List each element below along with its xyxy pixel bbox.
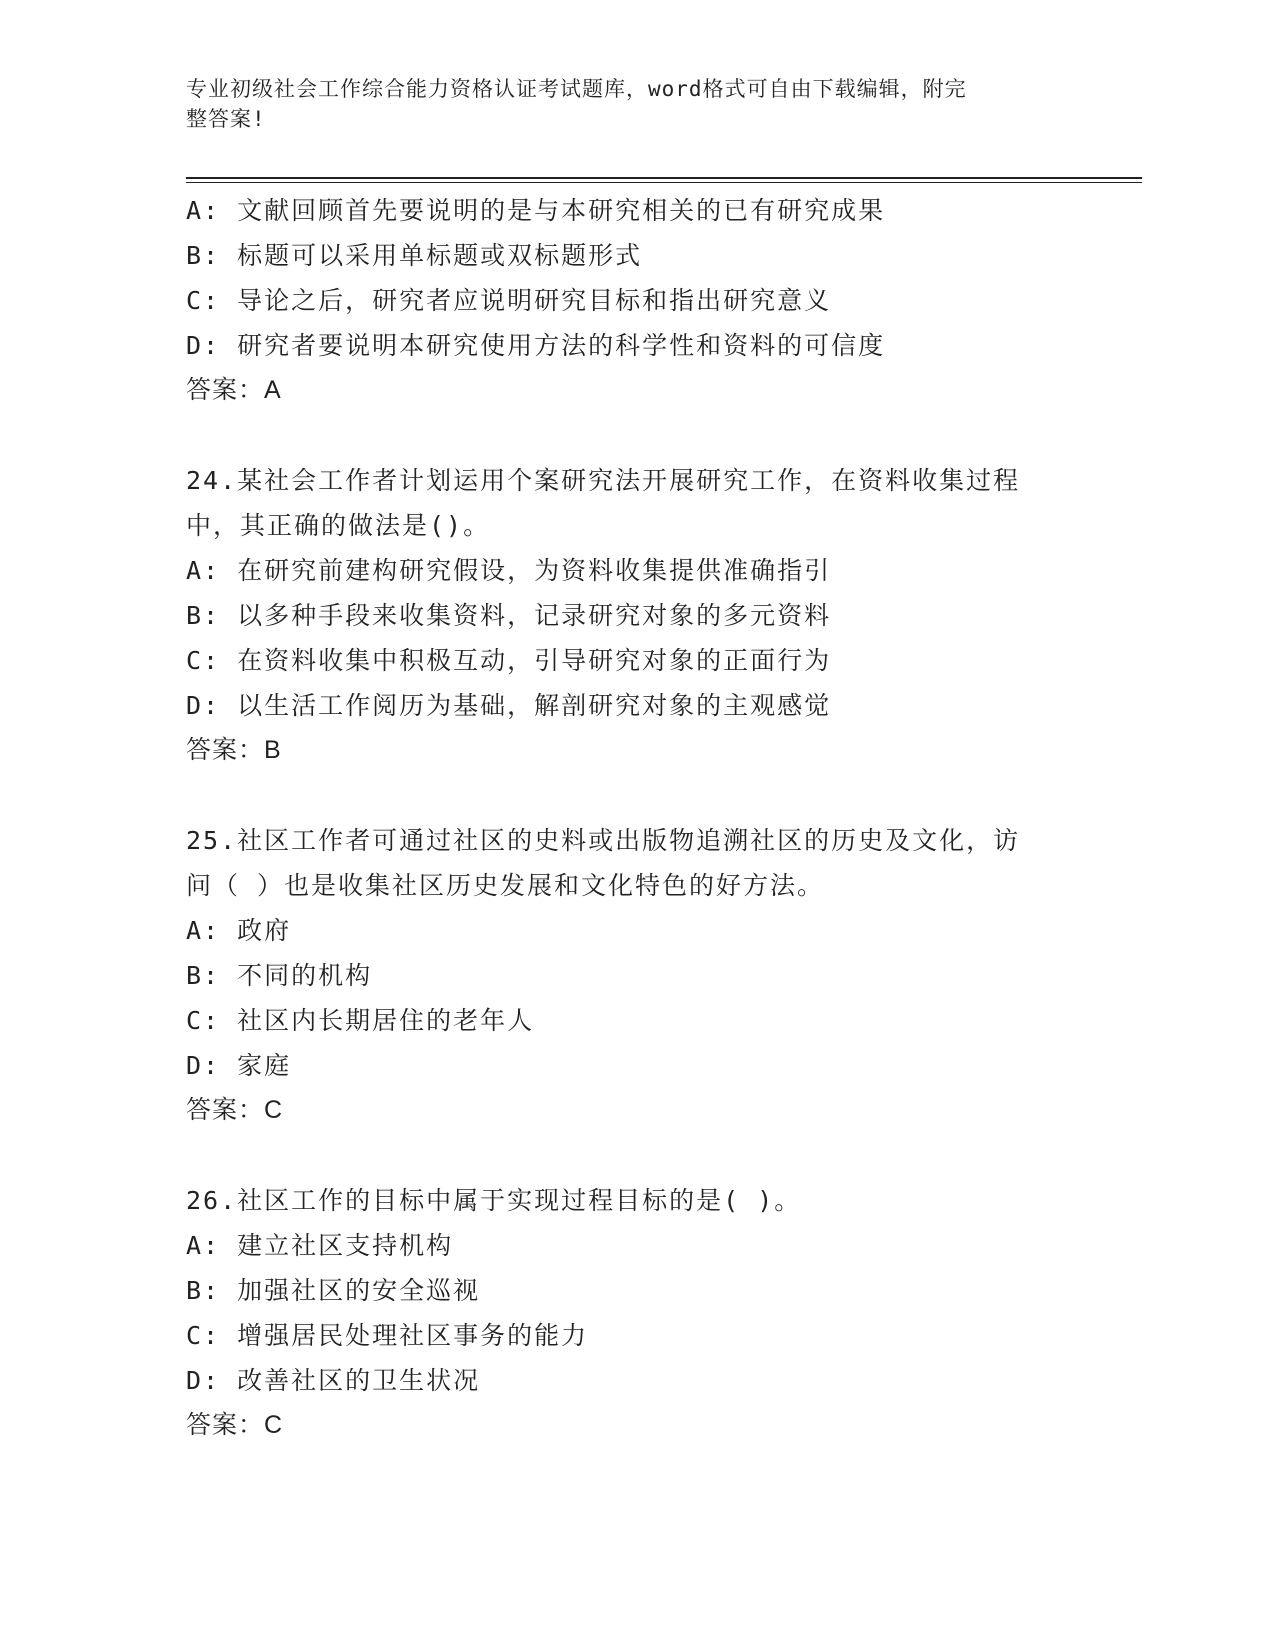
- option-c: C: 导论之后，研究者应说明研究目标和指出研究意义: [186, 286, 832, 315]
- option-d: D: 家庭: [186, 1051, 292, 1080]
- answer-line: 答案：C: [186, 1411, 284, 1439]
- option-b: B: 不同的机构: [186, 961, 373, 990]
- option-c: C: 增强居民处理社区事务的能力: [186, 1321, 589, 1350]
- question-stem-line-1: 26.社区工作的目标中属于实现过程目标的是( )。: [186, 1186, 802, 1215]
- answer-line: 答案：C: [186, 1096, 284, 1124]
- option-d: D: 研究者要说明本研究使用方法的科学性和资料的可信度: [186, 331, 886, 360]
- option-b: B: 以多种手段来收集资料，记录研究对象的多元资料: [186, 601, 832, 630]
- question-stem-line-2: 问（ ）也是收集社区历史发展和文化特色的好方法。: [186, 871, 825, 900]
- option-d: D: 改善社区的卫生状况: [186, 1366, 481, 1395]
- option-c: C: 在资料收集中积极互动，引导研究对象的正面行为: [186, 646, 832, 675]
- option-b: B: 加强社区的安全巡视: [186, 1276, 481, 1305]
- question-23-continued: [186, 188, 1086, 413]
- option-b: B: 标题可以采用单标题或双标题形式: [186, 241, 643, 270]
- option-a: A: 在研究前建构研究假设，为资料收集提供准确指引: [186, 556, 832, 585]
- page-header: [186, 74, 1066, 134]
- question-list: [186, 188, 1086, 1448]
- option-a: A: 建立社区支持机构: [186, 1231, 454, 1260]
- header-rule-thin: [186, 182, 1142, 183]
- header-line-1: 专业初级社会工作综合能力资格认证考试题库，word格式可自由下载编辑，附完: [186, 77, 967, 101]
- question-25: [186, 818, 1086, 1133]
- option-a: A: 政府: [186, 916, 292, 945]
- answer-line: 答案：B: [186, 736, 282, 764]
- header-line-2: 整答案!: [186, 107, 266, 131]
- option-a: A: 文献回顾首先要说明的是与本研究相关的已有研究成果: [186, 196, 886, 225]
- question-stem-line-1: 24.某社会工作者计划运用个案研究法开展研究工作，在资料收集过程: [186, 466, 1021, 495]
- spacer: [186, 773, 1086, 818]
- spacer: [186, 413, 1086, 458]
- question-24: [186, 458, 1086, 773]
- option-d: D: 以生活工作阅历为基础，解剖研究对象的主观感觉: [186, 691, 832, 720]
- header-rule-thick: [186, 177, 1142, 179]
- answer-line: 答案：A: [186, 376, 282, 404]
- question-stem-line-2: 中，其正确的做法是()。: [186, 511, 491, 540]
- question-26: [186, 1178, 1086, 1448]
- option-c: C: 社区内长期居住的老年人: [186, 1006, 535, 1035]
- spacer: [186, 1133, 1086, 1178]
- question-stem-line-1: 25.社区工作者可通过社区的史料或出版物追溯社区的历史及文化，访: [186, 826, 1021, 855]
